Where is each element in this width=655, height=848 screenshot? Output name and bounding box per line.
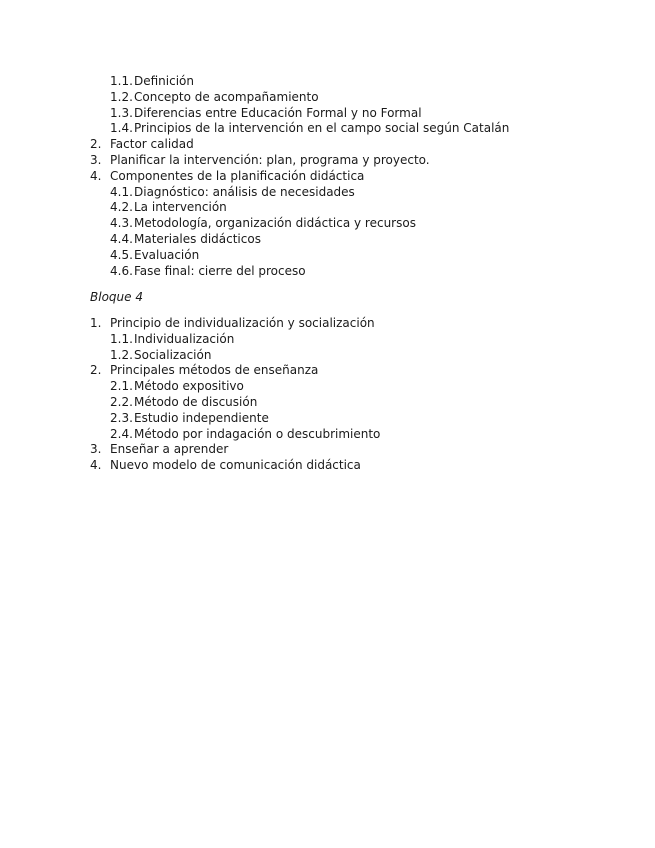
item-number: 4.5. — [110, 247, 133, 262]
item-text: Evaluación — [134, 247, 200, 262]
item-text: Materiales didácticos — [134, 231, 261, 246]
item-number: 2. — [90, 137, 102, 152]
item-text: Fase final: cierre del proceso — [134, 263, 306, 278]
item-number: 1.2. — [110, 347, 133, 362]
item-text: Principios de la intervención en el campo social según Catalán — [134, 121, 510, 136]
item-number: 2.1. — [110, 379, 133, 394]
item-text: Diferencias entre Educación Formal y no Formal — [134, 105, 422, 120]
item-number: 2.4. — [110, 426, 133, 441]
item-number: 4.6. — [110, 263, 133, 278]
outline-item — [90, 379, 630, 395]
outline-item — [90, 363, 630, 379]
outline-item — [90, 427, 630, 443]
item-number: 3. — [90, 442, 102, 457]
outline-item — [90, 74, 630, 90]
item-number: 2.2. — [110, 394, 133, 409]
item-number: 1.1. — [110, 331, 133, 346]
block-heading: Bloque 4 — [90, 290, 143, 304]
item-text: Definición — [134, 74, 194, 88]
item-number: 2.3. — [110, 410, 133, 425]
item-number: 1.3. — [110, 105, 133, 120]
item-text: Socialización — [134, 347, 212, 362]
item-text: Componentes de la planificación didáctica — [110, 168, 365, 183]
item-number: 1.2. — [110, 89, 133, 104]
item-text: Factor calidad — [110, 137, 194, 152]
item-number: 3. — [90, 152, 102, 167]
outline-item — [90, 137, 630, 153]
item-number: 4.2. — [110, 200, 133, 215]
item-text: Estudio independiente — [134, 410, 269, 425]
item-text: La intervención — [134, 200, 227, 215]
outline-item — [90, 106, 630, 122]
outline-item — [90, 121, 630, 137]
item-text: Principales métodos de enseñanza — [110, 363, 319, 378]
item-text: Método de discusión — [134, 394, 258, 409]
item-number: 1. — [90, 316, 102, 330]
item-text: Concepto de acompañamiento — [134, 89, 319, 104]
outline-item — [90, 395, 630, 411]
outline-item — [90, 458, 630, 474]
item-number: 4.3. — [110, 216, 133, 231]
outline-item — [90, 153, 630, 169]
item-text: Planificar la intervención: plan, programa y proyecto. — [110, 152, 430, 167]
item-number: 1.1. — [110, 74, 133, 88]
outline-list-block-4 — [90, 316, 630, 474]
outline-item — [90, 169, 630, 185]
outline-list-previous-block — [90, 74, 630, 279]
item-text: Enseñar a aprender — [110, 442, 229, 457]
item-number: 4.1. — [110, 184, 133, 199]
outline-item — [90, 216, 630, 232]
item-text: Individualización — [134, 331, 235, 346]
item-text: Metodología, organización didáctica y recursos — [134, 216, 416, 231]
item-number: 4.4. — [110, 231, 133, 246]
item-number: 4. — [90, 458, 102, 473]
outline-item — [90, 348, 630, 364]
item-number: 2. — [90, 363, 102, 378]
outline-item — [90, 442, 630, 458]
item-text: Método por indagación o descubrimiento — [134, 426, 381, 441]
outline-item — [90, 90, 630, 106]
outline-item — [90, 411, 630, 427]
outline-item — [90, 200, 630, 216]
outline-item — [90, 185, 630, 201]
outline-item — [90, 316, 630, 332]
outline-item — [90, 248, 630, 264]
item-text: Principio de individualización y socialización — [110, 316, 375, 330]
item-text: Método expositivo — [134, 379, 244, 394]
outline-item — [90, 264, 630, 280]
item-number: 4. — [90, 168, 102, 183]
outline-item — [90, 232, 630, 248]
item-text: Diagnóstico: análisis de necesidades — [134, 184, 355, 199]
item-text: Nuevo modelo de comunicación didáctica — [110, 458, 361, 473]
item-number: 1.4. — [110, 121, 133, 136]
outline-item — [90, 332, 630, 348]
